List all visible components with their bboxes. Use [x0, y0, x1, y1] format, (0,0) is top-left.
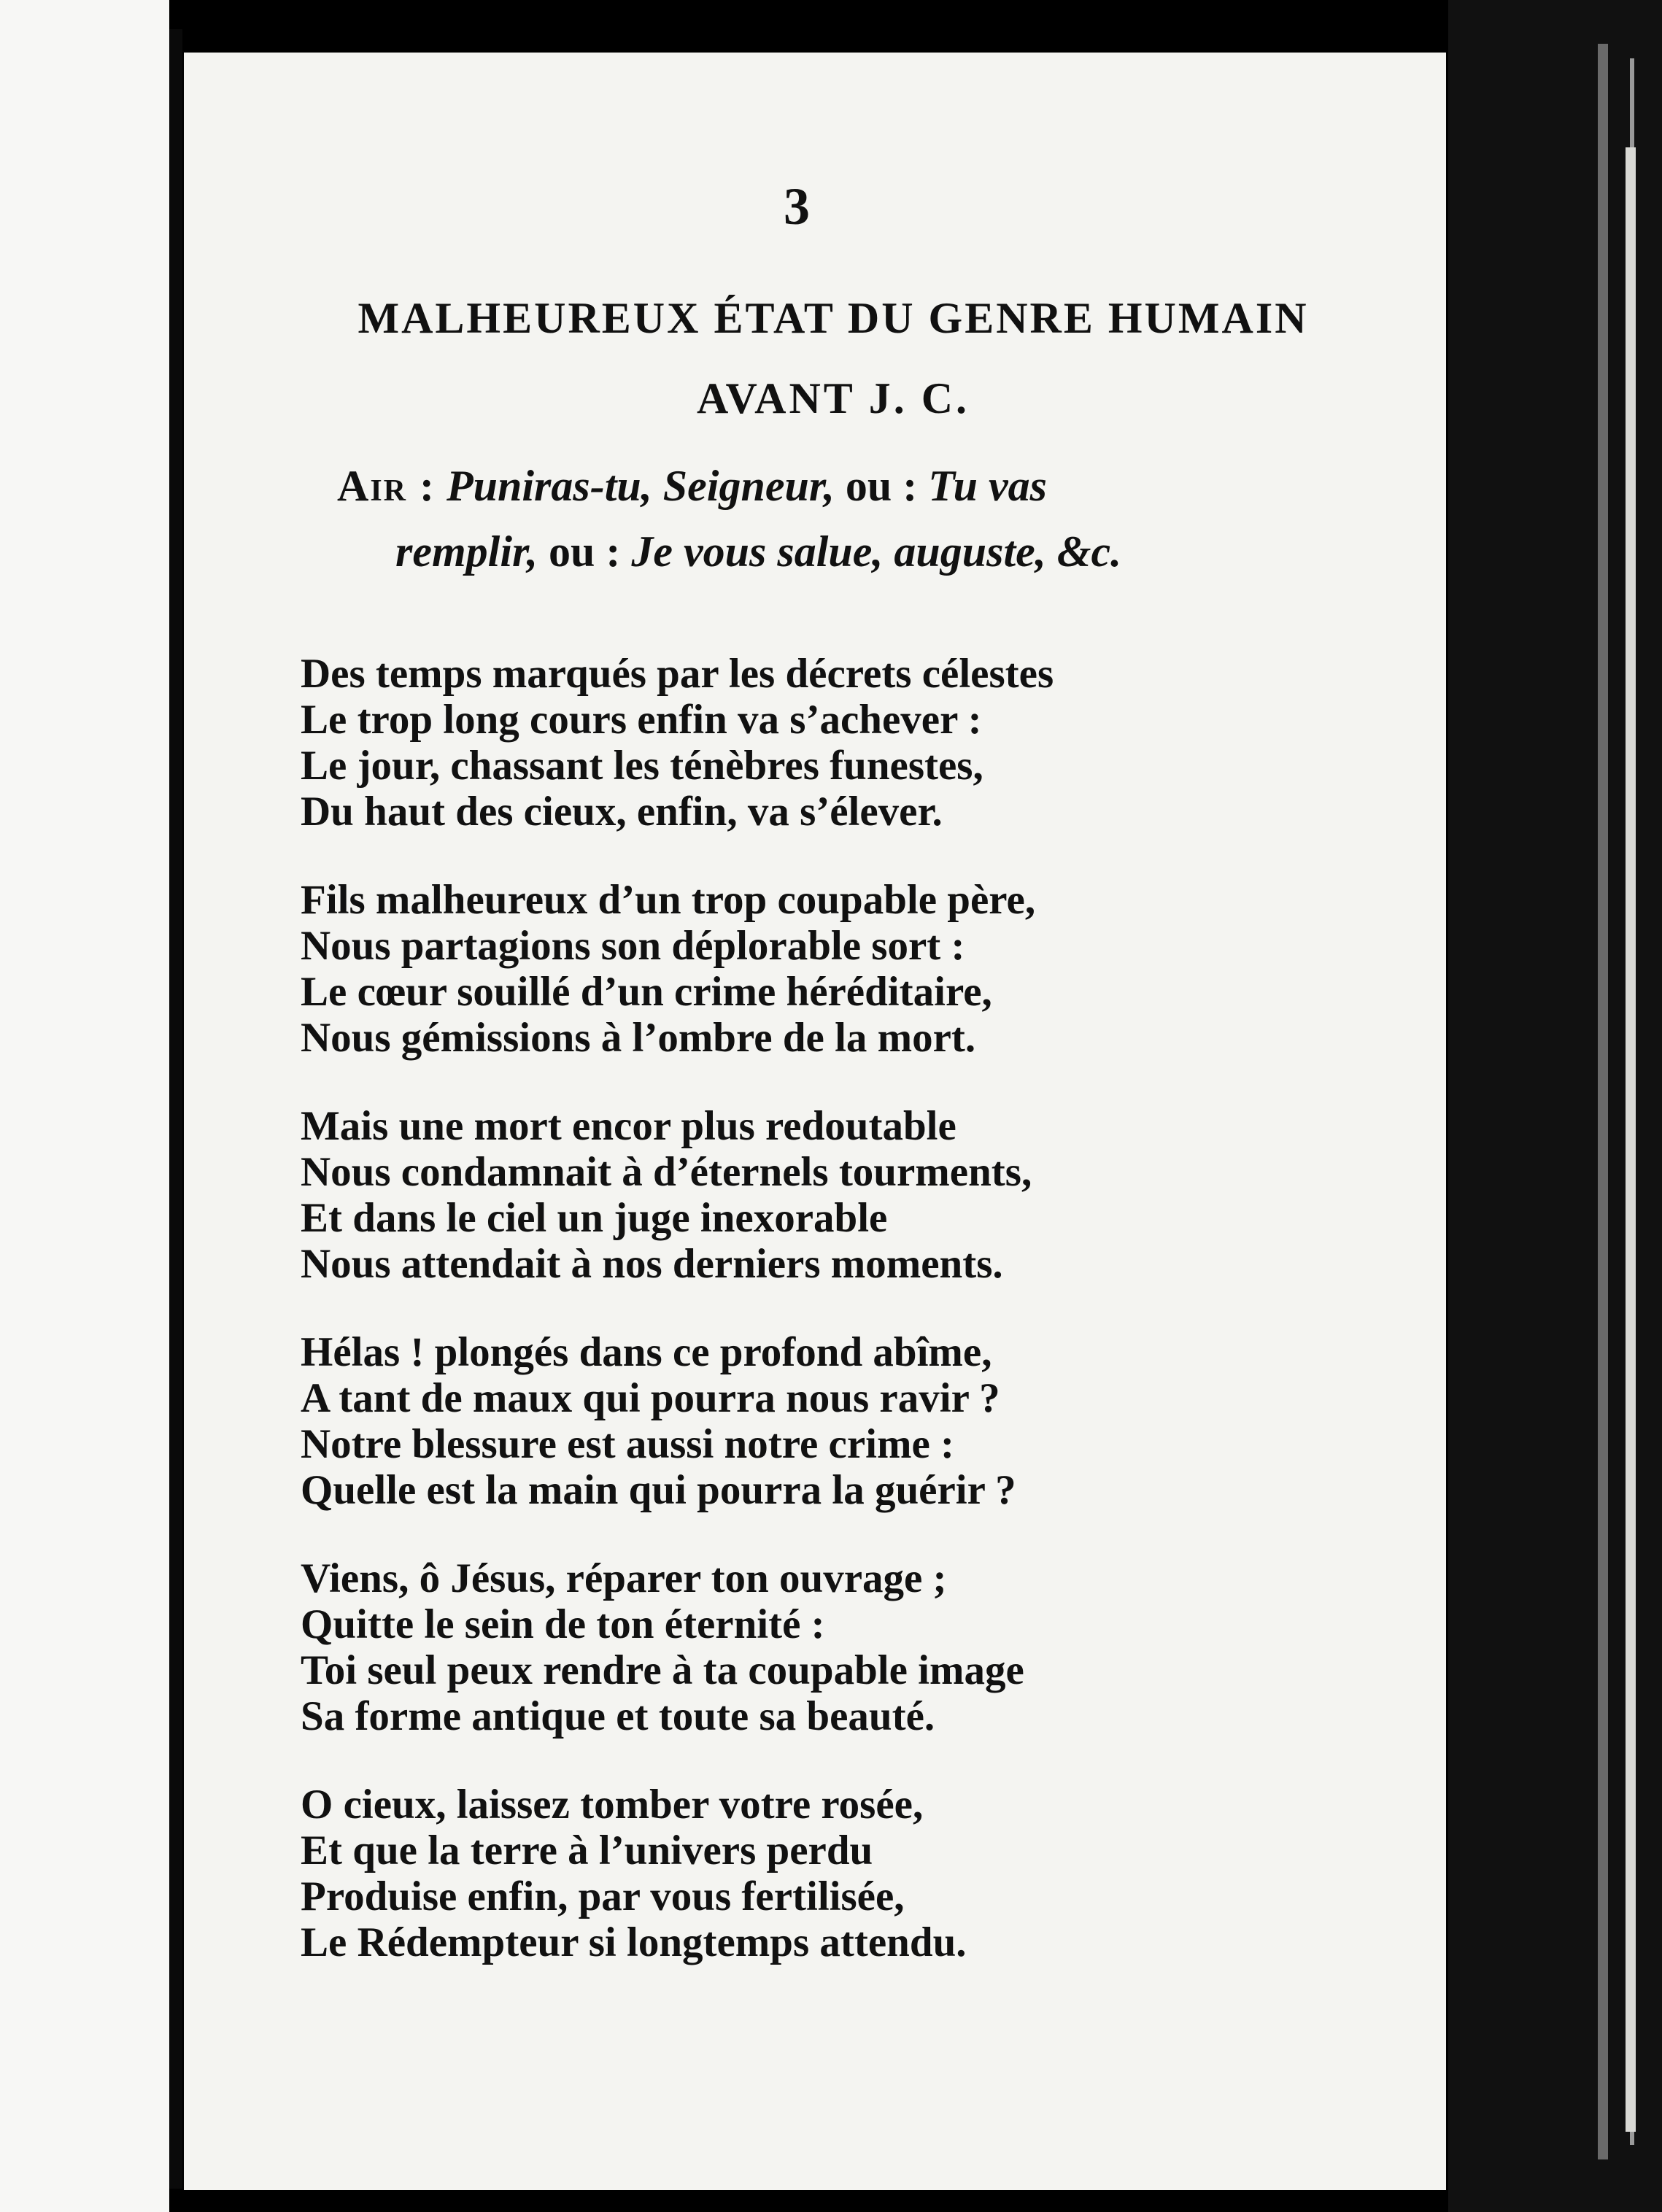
verse-line: Notre blessure est aussi notre crime : [301, 1421, 954, 1467]
page-border-rule [169, 29, 182, 2189]
verse-line: Le cœur souillé d’un crime héréditaire, [301, 969, 992, 1015]
stanza-1 [301, 651, 1439, 835]
verse-line: Le trop long cours enfin va s’achever : [301, 697, 982, 743]
tune-title-1: Puniras-tu, Seigneur, [447, 462, 835, 510]
page-number: 3 [784, 177, 810, 236]
tune-line-1 [337, 461, 1047, 511]
verse-line: Quelle est la main qui pourra la guérir ? [301, 1467, 1016, 1513]
verse-line: Le Rédempteur si longtemps attendu. [301, 1919, 967, 1965]
verse-line: Viens, ô Jésus, réparer ton ouvrage ; [301, 1555, 947, 1601]
tune-title-2a: Tu vas [928, 462, 1047, 510]
verse-line: Des temps marqués par les décrets célestes [301, 651, 1054, 697]
tune-or-1: ou : [845, 462, 918, 510]
verse-line: Et dans le ciel un juge inexorable [301, 1195, 888, 1241]
verse-line: Nous gémissions à l’ombre de la mort. [301, 1015, 976, 1061]
verse-line: Nous partagions son déplorable sort : [301, 923, 965, 969]
verse-line: Nous condamnait à d’éternels tourments, [301, 1149, 1032, 1195]
page-edge-shadow [1626, 147, 1636, 2132]
stanza-4 [301, 1329, 1439, 1513]
hymn-title: MALHEUREUX ÉTAT DU GENRE HUMAIN [357, 294, 1309, 342]
verse-line: Sa forme antique et toute sa beauté. [301, 1693, 935, 1739]
book-page [184, 53, 1446, 2190]
binding-highlight [1598, 44, 1608, 2159]
stanza-6 [301, 1782, 1439, 1965]
verse-line: Et que la terre à l’univers perdu [301, 1828, 873, 1873]
verse-line: Produise enfin, par vous fertilisée, [301, 1873, 905, 1919]
verse-line: Mais une mort encor plus redoutable [301, 1103, 956, 1149]
verse-line: Hélas ! plongés dans ce profond abîme, [301, 1329, 992, 1375]
verse-line: Toi seul peux rendre à ta coupable image [301, 1647, 1024, 1693]
verse-line: Du haut des cieux, enfin, va s’élever. [301, 789, 943, 835]
hymn-subtitle: AVANT J. C. [696, 374, 970, 422]
tune-label: Air : [337, 462, 436, 510]
adjacent-page-strip [0, 0, 169, 2212]
verse-line: O cieux, laissez tomber votre rosée, [301, 1782, 924, 1828]
stanza-2 [301, 877, 1439, 1061]
verse-line: Quitte le sein de ton éternité : [301, 1601, 825, 1647]
verse-line: Nous attendait à nos derniers moments. [301, 1241, 1003, 1287]
tune-line-2 [395, 527, 1121, 577]
stanza-3 [301, 1103, 1439, 1287]
verse-line: Le jour, chassant les ténèbres funestes, [301, 743, 983, 789]
verse-line: A tant de maux qui pourra nous ravir ? [301, 1375, 1000, 1421]
tune-title-3: Je vous salue, auguste, &c. [631, 527, 1122, 576]
tune-title-2b: remplir, [395, 527, 538, 576]
tune-or-2: ou : [549, 527, 621, 576]
verse-line: Fils malheureux d’un trop coupable père, [301, 877, 1036, 923]
page-content [184, 53, 1446, 2190]
stanza-5 [301, 1555, 1439, 1739]
